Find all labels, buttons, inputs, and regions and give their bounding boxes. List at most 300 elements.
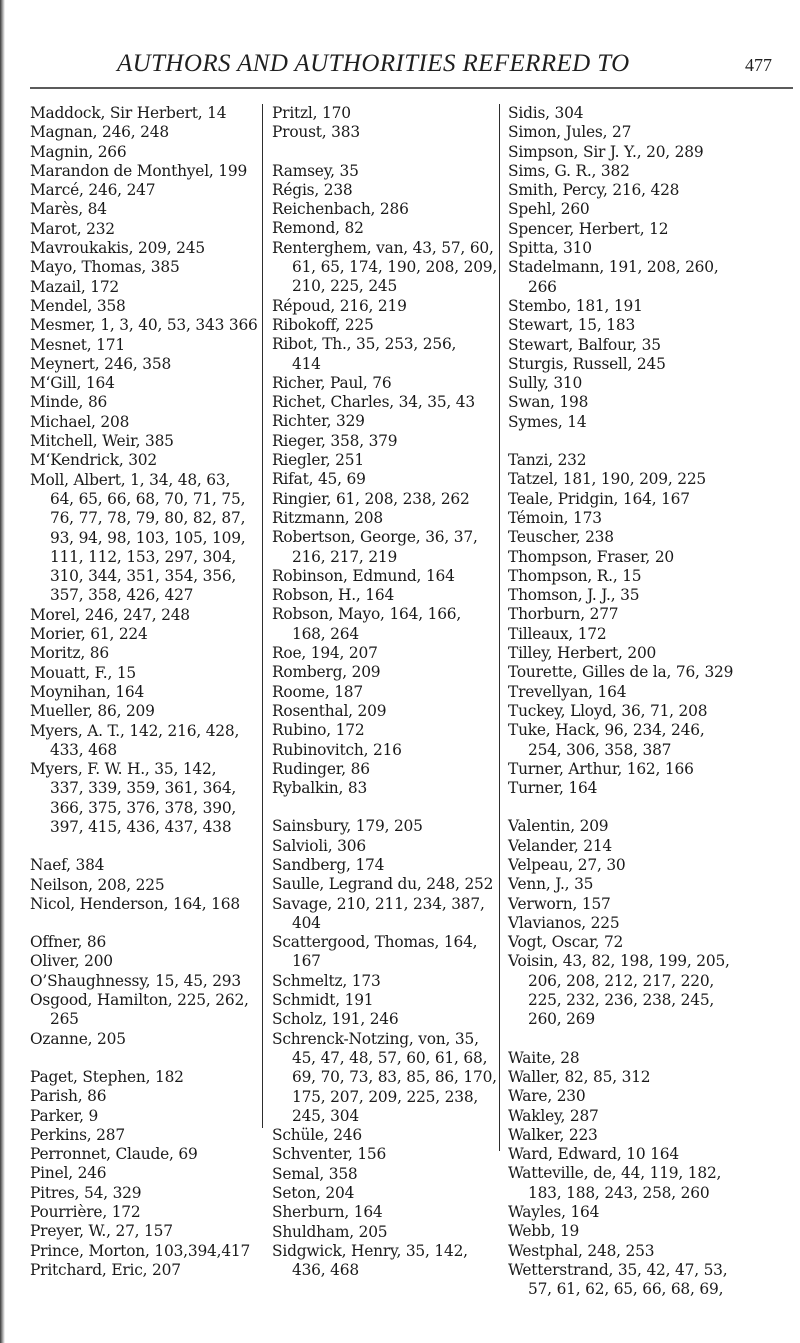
index-entry — [30, 1145, 258, 1164]
letter-group-gap — [508, 1030, 770, 1049]
index-entry-line: Teale, Pridgin, 164, 167 — [508, 489, 690, 508]
index-entry-line: Proust, 383 — [272, 123, 360, 142]
letter-group-gap — [508, 432, 770, 451]
index-entry-line: Turner, Arthur, 162, 166 — [508, 759, 694, 778]
index-entry — [508, 837, 770, 856]
index-entry — [272, 104, 494, 123]
index-entry — [30, 664, 258, 683]
index-entry — [30, 471, 258, 606]
index-entry — [272, 1165, 494, 1184]
index-entry — [508, 914, 770, 933]
column-divider-2 — [499, 104, 500, 1151]
index-entry-line: Régis, 238 — [272, 180, 353, 199]
letter-group-gap — [30, 837, 258, 856]
index-entry — [508, 1107, 770, 1126]
index-entry — [272, 181, 494, 200]
index-entry-line: Sturgis, Russell, 245 — [508, 354, 666, 373]
index-entry-line: Robson, Mayo, 164, 166, — [272, 605, 462, 624]
index-entry — [272, 470, 494, 489]
index-entry — [272, 335, 494, 374]
index-entry — [30, 297, 258, 316]
index-entry-line: Ramsey, 35 — [272, 161, 359, 180]
index-entry-line: Verworn, 157 — [508, 894, 611, 913]
letter-group-gap — [30, 1049, 258, 1068]
index-entry — [272, 1029, 497, 1126]
index-entry — [508, 625, 770, 644]
index-entry — [272, 297, 494, 316]
index-entry — [30, 625, 258, 644]
index-entry-line: Pitres, 54, 329 — [30, 1183, 142, 1202]
index-entry-continuation: 69, 70, 73, 83, 85, 86, 170, — [292, 1068, 497, 1087]
index-entry-line: Spehl, 260 — [508, 200, 590, 219]
index-entry-line: Sidis, 304 — [508, 104, 584, 122]
index-entry — [272, 374, 494, 393]
index-entry-line: Reichenbach, 286 — [272, 200, 409, 219]
index-entry-line: Sidgwick, Henry, 35, 142, — [272, 1241, 468, 1260]
index-entry — [508, 1222, 770, 1241]
index-entry — [272, 162, 494, 181]
index-entry-line: Marcé, 246, 247 — [30, 181, 156, 200]
index-entry — [30, 876, 258, 895]
index-entry-line: Pritchard, Eric, 207 — [30, 1260, 181, 1279]
index-entry-continuation: 93, 94, 98, 103, 105, 109, — [50, 528, 246, 547]
index-entry-continuation: 414 — [292, 354, 321, 373]
index-entry-line: Neilson, 208, 225 — [30, 875, 165, 894]
index-entry-continuation: 260, 269 — [528, 1010, 595, 1029]
index-entry-line: Schrenck-Notzing, von, 35, — [272, 1029, 479, 1048]
index-entry-line: Rubino, 172 — [272, 721, 365, 740]
index-entry-line: Offner, 86 — [30, 933, 107, 952]
index-entry-line: Smith, Percy, 216, 428 — [508, 181, 680, 200]
index-entry-line: Schüle, 246 — [272, 1126, 362, 1145]
index-entry-line: Saulle, Legrand du, 248, 252 — [272, 875, 494, 894]
index-entry-line: Preyer, W., 27, 157 — [30, 1222, 173, 1241]
index-entry — [30, 432, 258, 451]
index-entry — [272, 663, 494, 682]
index-entry — [30, 123, 258, 142]
index-entry — [508, 1068, 770, 1087]
index-entry-line: Stewart, 15, 183 — [508, 316, 636, 335]
index-entry-line: Wayles, 164 — [508, 1203, 600, 1222]
index-entry-line: Schventer, 156 — [272, 1145, 387, 1164]
index-entry — [30, 239, 258, 258]
index-entry-continuation: 397, 415, 436, 437, 438 — [50, 817, 232, 836]
index-entry-continuation: 357, 358, 426, 427 — [50, 586, 194, 605]
index-entry-line: Wetterstrand, 35, 42, 47, 53, — [508, 1260, 728, 1279]
index-entry-line: O’Shaughnessy, 15, 45, 293 — [30, 971, 241, 990]
index-entry-continuation: 337, 339, 359, 361, 364, — [50, 779, 237, 798]
index-entry-line: Robson, H., 164 — [272, 586, 395, 605]
index-entry-continuation: 111, 112, 153, 297, 304, — [50, 547, 237, 566]
index-entry-line: Renterghem, van, 43, 57, 60, — [272, 238, 494, 257]
letter-group-gap — [508, 798, 770, 817]
index-entry-line: Ritzmann, 208 — [272, 508, 383, 527]
index-entry — [272, 200, 494, 219]
index-entry-line: Rudinger, 86 — [272, 759, 370, 778]
index-entry-line: Swan, 198 — [508, 393, 589, 412]
index-entry — [508, 258, 770, 297]
index-entry-continuation: 64, 65, 66, 68, 70, 71, 75, — [50, 489, 246, 508]
index-entry-line: Rybalkin, 83 — [272, 779, 368, 798]
index-entry — [272, 856, 494, 875]
index-entry-line: Roome, 187 — [272, 682, 363, 701]
index-entry-line: Répoud, 216, 219 — [272, 296, 407, 315]
index-entry-line: Ribokoff, 225 — [272, 315, 374, 334]
index-entry — [30, 1107, 258, 1126]
index-entry-line: Venn, J., 35 — [508, 875, 594, 894]
index-entry — [272, 875, 494, 894]
index-entry — [272, 702, 494, 721]
index-entry — [508, 895, 770, 914]
index-entry-line: Spitta, 310 — [508, 239, 592, 258]
index-entry-continuation: 266 — [528, 277, 557, 296]
index-entry — [508, 1145, 770, 1164]
index-entry — [272, 451, 494, 470]
index-entry-line: Rubinovitch, 216 — [272, 740, 402, 759]
index-entry — [30, 1126, 258, 1145]
index-entry-line: Mitchell, Weir, 385 — [30, 432, 174, 451]
index-entry — [30, 856, 258, 875]
index-entry-continuation: 175, 207, 209, 225, 238, — [292, 1087, 479, 1106]
index-entry-line: Prince, Morton, 103,394,417 — [30, 1241, 251, 1260]
index-entry-line: Mesmer, 1, 3, 40, 53, 343 366 — [30, 316, 258, 335]
index-entry-line: Westphal, 248, 253 — [508, 1241, 655, 1260]
index-entry-continuation: 310, 344, 351, 354, 356, — [50, 567, 237, 586]
letter-group-gap — [272, 798, 494, 817]
index-entry-line: Tatzel, 181, 190, 209, 225 — [508, 470, 707, 489]
index-entry-line: Maddock, Sir Herbert, 14 — [30, 104, 227, 122]
index-entry — [272, 1203, 494, 1222]
index-entry — [272, 412, 494, 431]
index-entry — [508, 663, 770, 682]
index-entry — [272, 123, 494, 142]
index-entry-continuation: 168, 264 — [292, 624, 359, 643]
index-entry — [30, 355, 258, 374]
index-entry-line: Thompson, R., 15 — [508, 566, 642, 585]
index-entry — [30, 722, 258, 761]
index-entry — [508, 143, 770, 162]
index-entry-line: Roe, 194, 207 — [272, 644, 378, 663]
index-entry — [508, 721, 770, 760]
index-entry — [508, 1126, 770, 1145]
index-entry — [30, 1030, 258, 1049]
index-entry — [30, 143, 258, 162]
index-entry — [272, 895, 494, 934]
index-entry — [272, 1126, 494, 1145]
index-entry-line: Parker, 9 — [30, 1106, 99, 1125]
index-entry — [30, 200, 258, 219]
index-entry-line: Mendel, 358 — [30, 296, 126, 315]
index-entry — [30, 933, 258, 952]
index-entry — [508, 239, 770, 258]
index-entry — [508, 875, 770, 894]
index-entry — [30, 606, 258, 625]
index-entry — [30, 644, 258, 663]
index-entry — [272, 837, 494, 856]
index-entry-line: Webb, 19 — [508, 1222, 580, 1241]
index-entry-line: Parish, 86 — [30, 1087, 107, 1106]
index-entry-line: Oliver, 200 — [30, 952, 113, 971]
index-entry — [508, 702, 770, 721]
index-entry — [30, 278, 258, 297]
index-entry-line: Moynihan, 164 — [30, 682, 145, 701]
index-entry — [508, 644, 770, 663]
index-entry-continuation: 404 — [292, 913, 321, 932]
index-entry-line: Mazail, 172 — [30, 277, 120, 296]
index-entry-line: Perkins, 287 — [30, 1125, 125, 1144]
index-entry-line: Waller, 82, 85, 312 — [508, 1067, 651, 1086]
index-entry-line: Pritzl, 170 — [272, 104, 351, 122]
index-entry-line: Marès, 84 — [30, 200, 107, 219]
index-entry — [272, 528, 494, 567]
index-entry — [30, 991, 258, 1030]
index-entry-line: Michael, 208 — [30, 412, 130, 431]
index-entry-line: Thompson, Fraser, 20 — [508, 547, 675, 566]
index-entry — [508, 336, 770, 355]
index-entry-continuation: 76, 77, 78, 79, 80, 82, 87, — [50, 509, 246, 528]
index-entry-line: Morel, 246, 247, 248 — [30, 605, 190, 624]
index-entry — [30, 683, 258, 702]
index-entry — [508, 297, 770, 316]
index-entry-line: Stembo, 181, 191 — [508, 296, 643, 315]
index-entry — [272, 1010, 494, 1029]
index-entry — [508, 933, 770, 952]
index-entry-line: Magnin, 266 — [30, 142, 127, 161]
index-entry — [508, 1164, 770, 1203]
index-entry — [30, 952, 258, 971]
index-entry-line: Trevellyan, 164 — [508, 682, 627, 701]
index-entry — [30, 1164, 258, 1183]
index-entry-line: Voisin, 43, 82, 198, 199, 205, — [508, 952, 730, 971]
index-entry-line: Turner, 164 — [508, 779, 598, 798]
index-entry-line: Simon, Jules, 27 — [508, 123, 632, 142]
index-entry — [30, 413, 258, 432]
index-entry — [508, 220, 770, 239]
index-entry — [272, 644, 494, 663]
index-entry-line: Simpson, Sir J. Y., 20, 289 — [508, 142, 704, 161]
index-entry-line: Riegler, 251 — [272, 451, 364, 470]
index-entry-line: Ware, 230 — [508, 1087, 586, 1106]
index-entry — [508, 355, 770, 374]
index-entry-line: Pinel, 246 — [30, 1164, 107, 1183]
index-entry-continuation: 210, 225, 245 — [292, 277, 398, 296]
index-entry — [272, 1145, 494, 1164]
index-entry — [272, 683, 494, 702]
index-entry-line: Waite, 28 — [508, 1048, 580, 1067]
index-entry-line: Vogt, Oscar, 72 — [508, 933, 624, 952]
index-entry-line: Thorburn, 277 — [508, 605, 619, 624]
index-entry-line: Naef, 384 — [30, 856, 105, 875]
index-column-1 — [30, 104, 258, 1280]
index-entry — [272, 432, 494, 451]
index-entry-line: Tuckey, Lloyd, 36, 71, 208 — [508, 701, 708, 720]
index-entry — [508, 1087, 770, 1106]
index-entry-line: Mesnet, 171 — [30, 335, 125, 354]
index-entry-line: Scholz, 191, 246 — [272, 1010, 399, 1029]
index-entry — [30, 1203, 258, 1222]
index-entry — [508, 586, 770, 605]
index-entry-line: Robertson, George, 36, 37, — [272, 528, 478, 547]
index-entry — [272, 1242, 494, 1281]
index-entry-line: Rosenthal, 209 — [272, 701, 387, 720]
index-entry — [508, 413, 770, 432]
index-entry — [508, 528, 770, 547]
index-entry — [508, 316, 770, 335]
index-entry — [508, 548, 770, 567]
index-entry — [30, 181, 258, 200]
index-entry-line: Richer, Paul, 76 — [272, 373, 392, 392]
index-entry — [508, 567, 770, 586]
index-entry-line: Myers, F. W. H., 35, 142, — [30, 760, 217, 779]
index-entry — [272, 972, 494, 991]
index-entry — [30, 972, 258, 991]
index-entry-continuation: 45, 47, 48, 57, 60, 61, 68, — [292, 1048, 488, 1067]
index-entry — [508, 1261, 770, 1300]
index-entry-line: Moritz, 86 — [30, 644, 109, 663]
index-entry — [272, 933, 494, 972]
index-entry-line: Marandon de Monthyel, 199 — [30, 161, 248, 180]
index-entry — [272, 721, 494, 740]
index-entry — [508, 509, 770, 528]
index-entry-line: Savage, 210, 211, 234, 387, — [272, 894, 485, 913]
index-entry-line: Mavroukakis, 209, 245 — [30, 239, 205, 258]
index-entry-line: Tuke, Hack, 96, 234, 246, — [508, 721, 705, 740]
index-entry — [508, 393, 770, 412]
index-entry-line: Remond, 82 — [272, 219, 364, 238]
index-entry-line: Sainsbury, 179, 205 — [272, 817, 423, 836]
index-entry-line: Ringier, 61, 208, 238, 262 — [272, 489, 470, 508]
scan-edge-shadow — [0, 0, 5, 1343]
index-entry — [272, 1223, 494, 1242]
index-entry-line: Meynert, 246, 358 — [30, 354, 172, 373]
index-entry-line: Nicol, Henderson, 164, 168 — [30, 894, 240, 913]
index-entry-line: Valentin, 209 — [508, 817, 609, 836]
index-entry — [30, 895, 258, 914]
index-entry — [30, 258, 258, 277]
index-entry-continuation: 206, 208, 212, 217, 220, — [528, 971, 715, 990]
index-entry-line: Mueller, 86, 209 — [30, 702, 155, 721]
index-column-2 — [272, 104, 498, 1281]
running-title: AUTHORS AND AUTHORITIES REFERRED TO — [117, 50, 630, 77]
index-entry-line: Tanzi, 232 — [508, 451, 587, 470]
index-entry-line: Seton, 204 — [272, 1184, 355, 1203]
index-entry-line: Scattergood, Thomas, 164, — [272, 933, 478, 952]
index-entry — [272, 817, 494, 836]
letter-group-gap — [30, 914, 258, 933]
index-entry — [30, 1087, 258, 1106]
index-entry — [30, 1068, 258, 1087]
index-entry-line: Rifat, 45, 69 — [272, 470, 366, 489]
index-entry — [508, 1203, 770, 1222]
index-entry — [508, 683, 770, 702]
index-entry — [508, 451, 770, 470]
index-entry — [272, 219, 494, 238]
index-entry — [508, 104, 770, 123]
index-column-3 — [508, 104, 770, 1300]
index-entry-line: Stewart, Balfour, 35 — [508, 335, 661, 354]
index-entry-line: Sandberg, 174 — [272, 855, 385, 874]
index-entry-continuation: 366, 375, 376, 378, 390, — [50, 798, 237, 817]
index-entry-line: Minde, 86 — [30, 393, 108, 412]
index-entry-line: Richter, 329 — [272, 412, 365, 431]
index-entry — [30, 451, 258, 470]
index-entry — [272, 238, 498, 297]
index-entry — [508, 605, 770, 624]
index-entry-continuation: 183, 188, 243, 258, 260 — [528, 1183, 710, 1202]
index-entry-line: Robinson, Edmund, 164 — [272, 566, 455, 585]
index-entry — [272, 567, 494, 586]
index-entry — [508, 760, 770, 779]
index-entry-line: Stadelmann, 191, 208, 260, — [508, 258, 719, 277]
index-entry-line: Paget, Stephen, 182 — [30, 1067, 184, 1086]
index-entry-line: Romberg, 209 — [272, 663, 381, 682]
index-entry-line: Schmidt, 191 — [272, 991, 374, 1010]
index-entry — [30, 220, 258, 239]
index-entry-line: Symes, 14 — [508, 412, 587, 431]
index-entry-line: Sims, G. R., 382 — [508, 161, 630, 180]
index-entry — [30, 104, 258, 123]
index-entry-line: Témoin, 173 — [508, 508, 602, 527]
index-entry-line: Semal, 358 — [272, 1164, 358, 1183]
index-entry-line: Marot, 232 — [30, 219, 115, 238]
index-entry-line: Sherburn, 164 — [272, 1203, 383, 1222]
index-entry-continuation: 265 — [50, 1010, 79, 1029]
index-entry — [30, 1222, 258, 1241]
index-entry — [30, 336, 258, 355]
index-entry-continuation: 254, 306, 358, 387 — [528, 740, 672, 759]
index-entry-line: Tilley, Herbert, 200 — [508, 644, 657, 663]
index-entry-line: Mayo, Thomas, 385 — [30, 258, 180, 277]
page-header — [0, 46, 800, 86]
index-entry-line: Ribot, Th., 35, 253, 256, — [272, 335, 457, 354]
index-entry-line: M‘Gill, 164 — [30, 374, 115, 393]
index-entry-line: Thomson, J. J., 35 — [508, 586, 640, 605]
index-entry-continuation: 167 — [292, 952, 321, 971]
index-entry-line: Vlavianos, 225 — [508, 913, 620, 932]
index-entry-line: Spencer, Herbert, 12 — [508, 219, 669, 238]
index-entry-line: Magnan, 246, 248 — [30, 123, 169, 142]
column-divider-1 — [262, 104, 263, 1128]
index-entry-line: Wakley, 287 — [508, 1106, 599, 1125]
index-entry-line: Shuldham, 205 — [272, 1222, 388, 1241]
index-entry — [508, 1049, 770, 1068]
index-entry-line: Ozanne, 205 — [30, 1029, 126, 1048]
index-entry-line: M‘Kendrick, 302 — [30, 451, 157, 470]
index-entry-line: Teuscher, 238 — [508, 528, 614, 547]
index-entry-line: Perronnet, Claude, 69 — [30, 1145, 198, 1164]
index-entry-continuation: 57, 61, 62, 65, 66, 68, 69, — [528, 1280, 724, 1299]
index-entry-line: Mouatt, F., 15 — [30, 663, 137, 682]
index-entry — [272, 393, 494, 412]
index-entry-line: Walker, 223 — [508, 1125, 598, 1144]
index-entry — [272, 316, 494, 335]
index-entry — [508, 200, 770, 219]
page-number: 477 — [745, 55, 772, 75]
index-entry-line: Schmeltz, 173 — [272, 971, 381, 990]
index-entry — [272, 586, 494, 605]
index-entry-line: Velander, 214 — [508, 836, 613, 855]
index-entry — [272, 509, 494, 528]
index-entry — [508, 162, 770, 181]
index-entry-line: Morier, 61, 224 — [30, 625, 148, 644]
index-entry-line: Tilleaux, 172 — [508, 624, 607, 643]
index-entry — [30, 1242, 258, 1261]
index-entry — [508, 181, 770, 200]
index-entry-line: Osgood, Hamilton, 225, 262, — [30, 991, 249, 1010]
index-entry — [508, 779, 770, 798]
index-entry — [30, 393, 258, 412]
index-entry — [508, 817, 770, 836]
